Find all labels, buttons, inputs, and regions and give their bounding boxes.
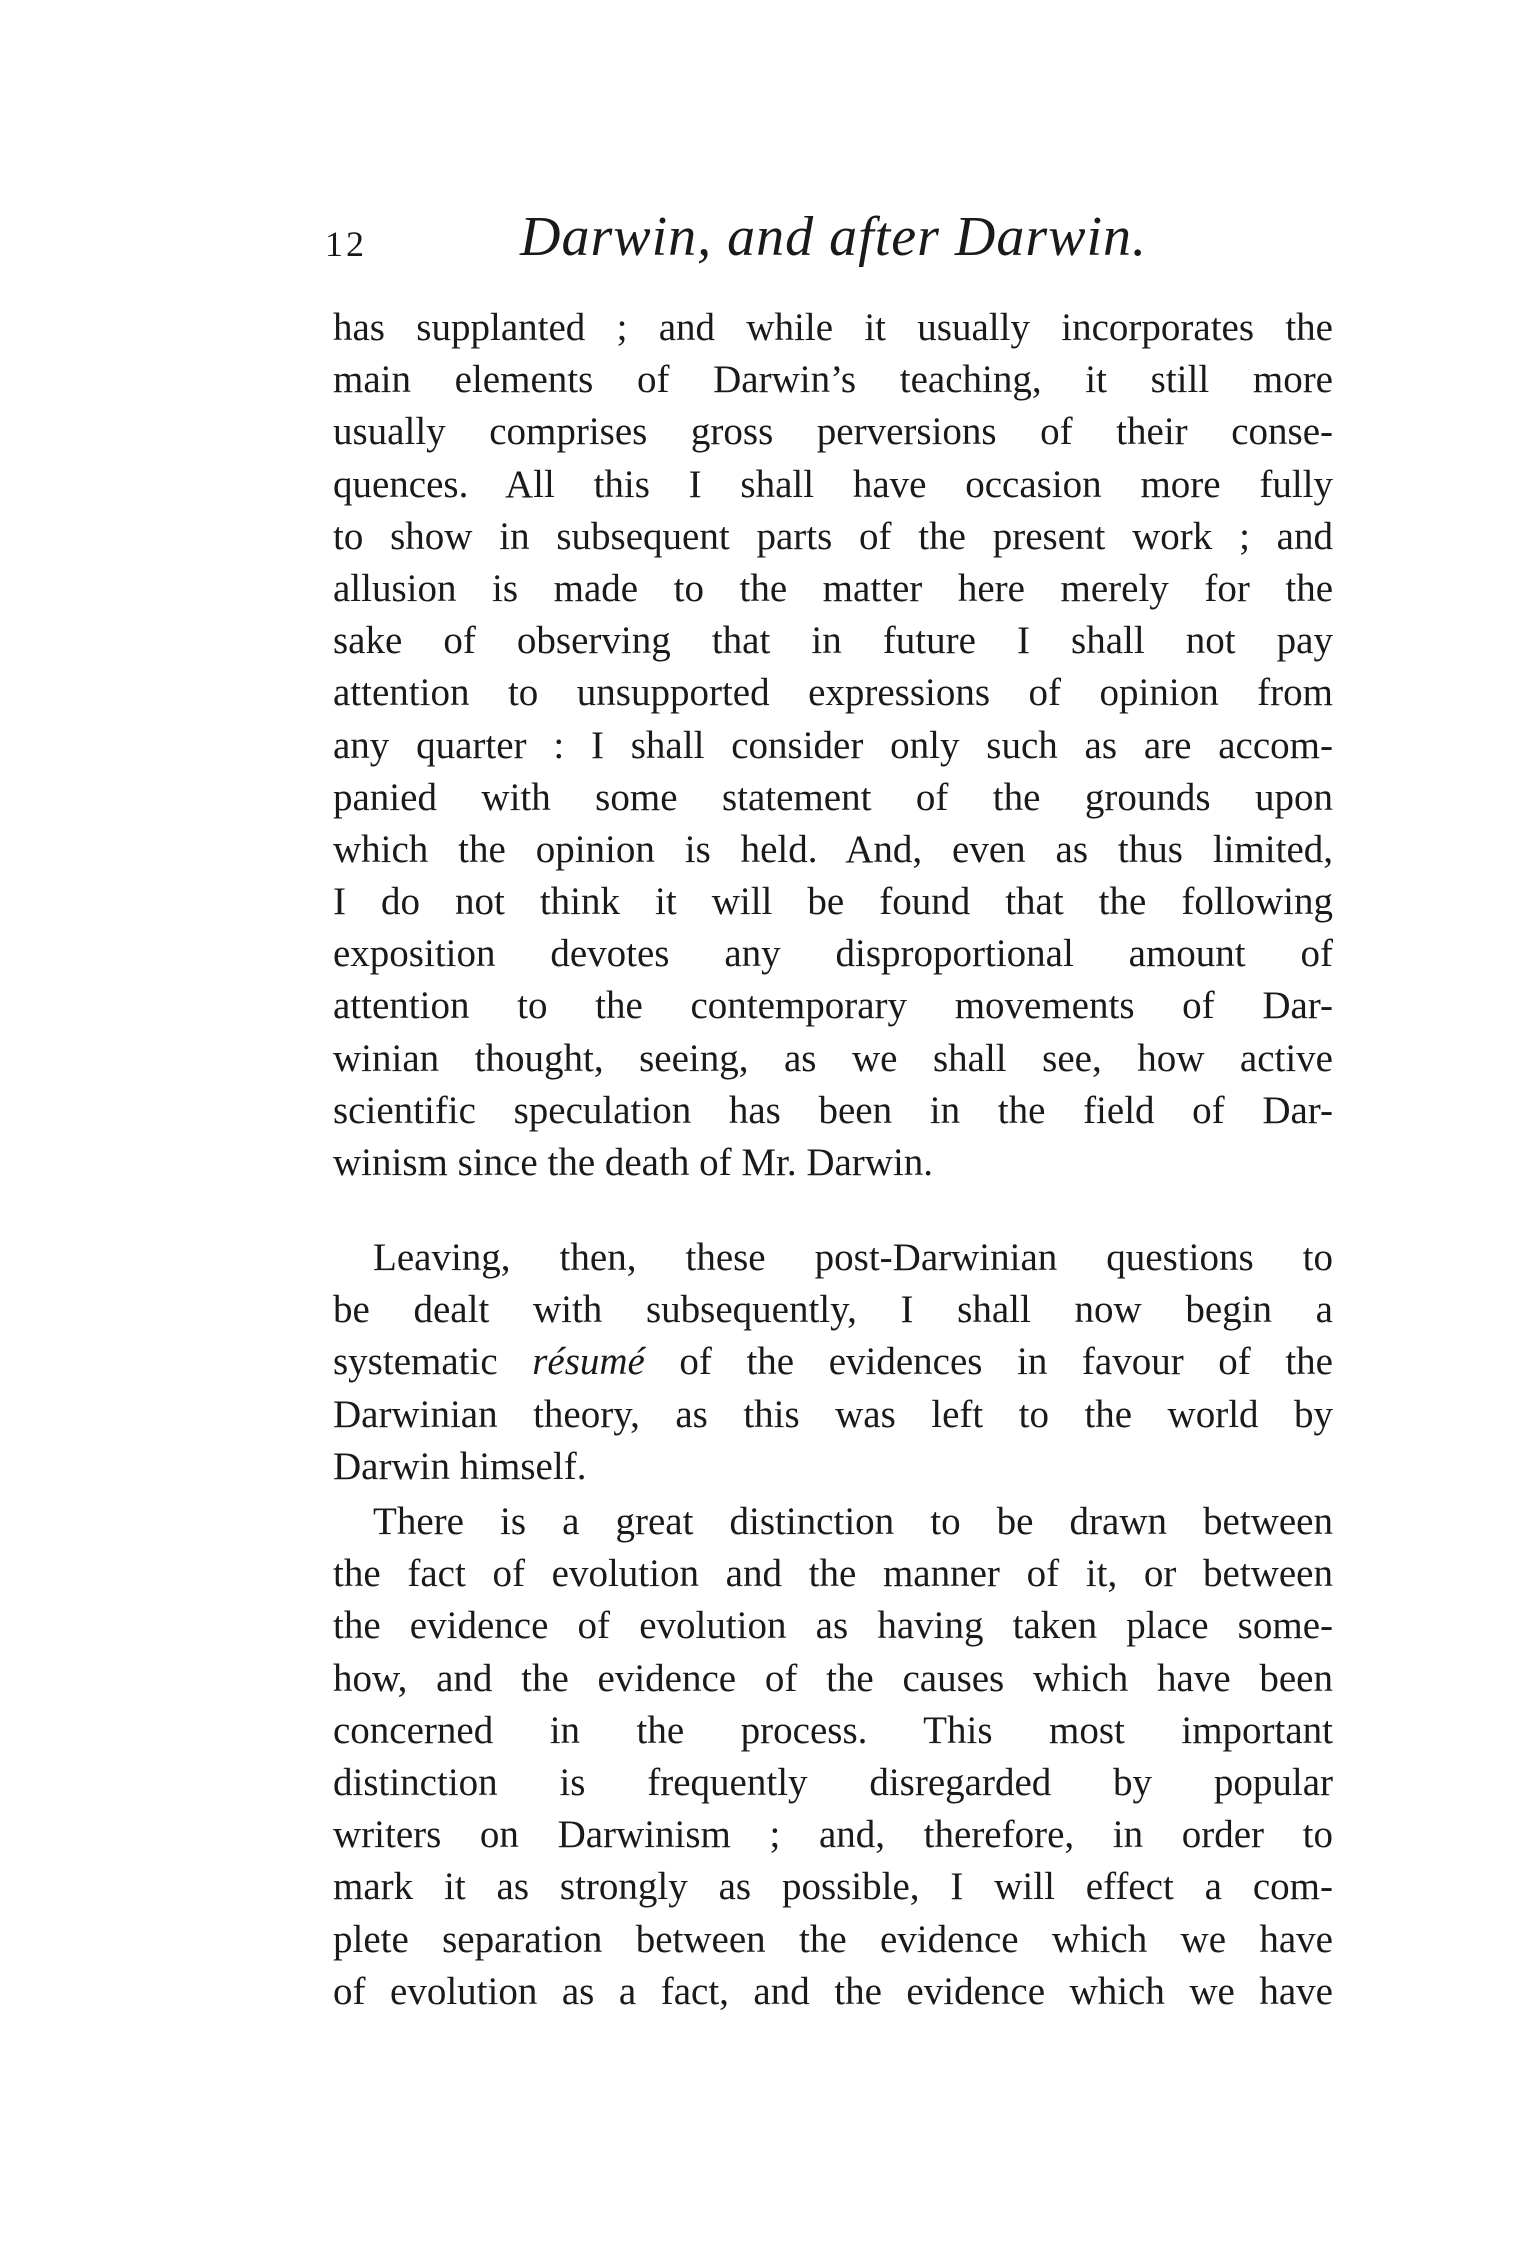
text-segment: of the evidences in favour of the (644, 1340, 1333, 1384)
text-line: Darwin himself. (333, 1444, 587, 1488)
running-head (325, 205, 1335, 275)
page-number: 12 (325, 224, 367, 264)
text-line: writers on Darwinism ; and, therefore, in order to (333, 1813, 1333, 1857)
text-line: I do not think it will be found that the following (333, 880, 1333, 924)
running-title: Darwin, and after Darwin. (520, 206, 1148, 268)
text-line: Darwinian theory, as this was left to the world by (333, 1392, 1333, 1436)
paragraph-2 (333, 1232, 1333, 1493)
text-line: distinction is frequently disregarded by popular (333, 1760, 1333, 1804)
text-line: mark it as strongly as possible, I will effect a com- (333, 1865, 1333, 1909)
text-line: Leaving, then, these post-Darwinian questions to (373, 1236, 1333, 1279)
text-segment: systematic (333, 1340, 533, 1384)
text-line: scientific speculation has been in the field of Dar- (333, 1088, 1333, 1132)
text-line: of evolution as a fact, and the evidence which we have (333, 1969, 1333, 2013)
text-line: sake of observing that in future I shall not pay (333, 619, 1333, 663)
text-line: There is a great distinction to be drawn between (373, 1500, 1333, 1543)
paragraph-3 (333, 1496, 1333, 2018)
text-line: how, and the evidence of the causes which have been (333, 1656, 1333, 1700)
text-line: allusion is made to the matter here merely for the (333, 566, 1333, 610)
text-line: main elements of Darwin’s teaching, it still more (333, 358, 1333, 402)
text-line: be dealt with subsequently, I shall now begin a (333, 1288, 1333, 1332)
text-line: panied with some statement of the grounds upon (333, 775, 1333, 819)
text-line: exposition devotes any disproportional amount of (333, 932, 1333, 976)
text-line: winian thought, seeing, as we shall see, how active (333, 1036, 1333, 1080)
text-line: has supplanted ; and while it usually incorporates the (333, 306, 1333, 349)
text-line: any quarter : I shall consider only such as are accom- (333, 723, 1333, 767)
text-line (333, 1336, 1333, 1388)
text-line: to show in subsequent parts of the present work ; and (333, 514, 1333, 558)
text-line: the fact of evolution and the manner of it, or between (333, 1552, 1333, 1596)
italic-term: résumé (532, 1340, 645, 1384)
text-line: attention to the contemporary movements of Dar- (333, 984, 1333, 1028)
text-line: which the opinion is held. And, even as thus limited, (333, 827, 1333, 871)
text-line: usually comprises gross perversions of their conse- (333, 410, 1333, 454)
text-line: attention to unsupported expressions of opinion from (333, 671, 1333, 715)
text-line: winism since the death of Mr. Darwin. (333, 1141, 934, 1184)
paragraph-1 (333, 302, 1333, 1189)
text-line: quences. All this I shall have occasion more fully (333, 462, 1333, 506)
text-line: plete separation between the evidence which we have (333, 1917, 1333, 1961)
text-line: concerned in the process. This most important (333, 1708, 1333, 1752)
text-line: the evidence of evolution as having taken place some- (333, 1604, 1333, 1648)
